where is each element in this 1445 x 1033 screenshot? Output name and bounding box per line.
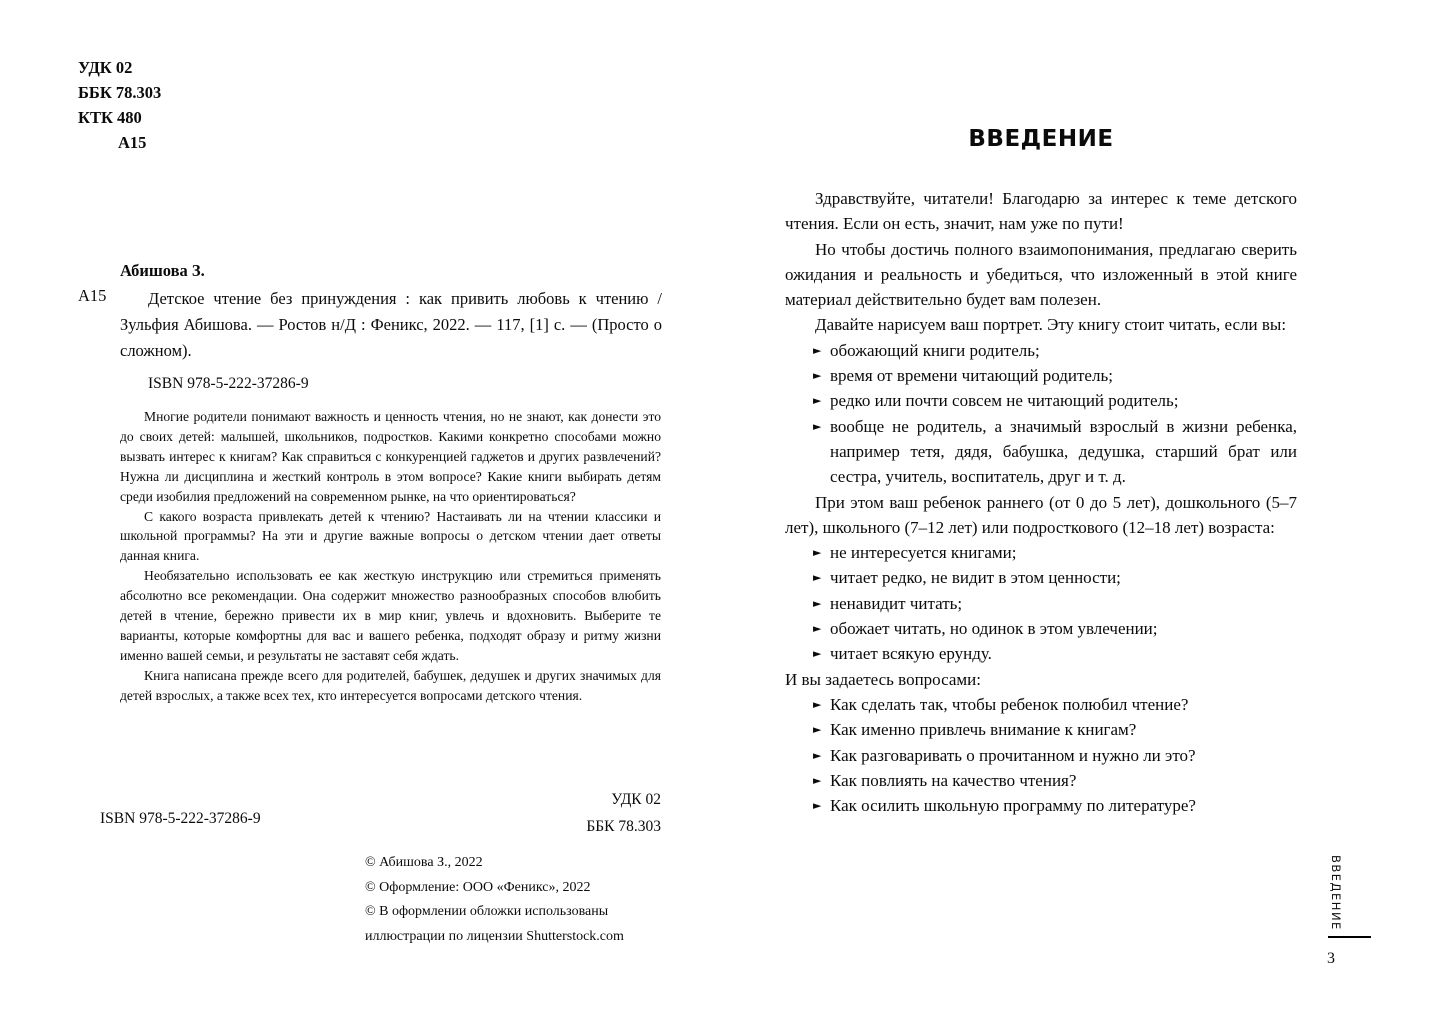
list-item-text: время от времени читающий родитель;	[830, 366, 1113, 386]
paragraph-portrait: Давайте нарисуем ваш портрет. Эту книгу стоит читать, если вы:	[815, 315, 1287, 335]
annotation-block	[120, 407, 661, 706]
margin-code: А15	[78, 286, 107, 305]
list-item	[813, 363, 1297, 388]
list-item-text: Как осилить школьную программу по литературе?	[830, 796, 1196, 816]
publication-codes	[78, 55, 161, 155]
list-item-text: вообще не родитель, а значимый взрослый в жизни ребенка, например тетя, дядя, бабушка, дедушка, старший брат или сестра, учитель, воспитатель, друг и т. д.	[830, 416, 1297, 487]
triangle-bullet-icon: ►	[813, 723, 822, 737]
triangle-bullet-icon: ►	[813, 571, 822, 585]
list-item	[813, 717, 1297, 742]
list-item-text: обожающий книги родитель;	[830, 340, 1040, 360]
list-item	[813, 793, 1297, 818]
ktk-code: КТК 480	[78, 108, 142, 127]
list-item-text: читает всякую ерунду.	[830, 644, 992, 664]
annotation-paragraph: Книга написана прежде всего для родителей, бабушек, дедушек и других значимых для детей взрослых, а также всех тех, кто интересуется вопросами детского чтения.	[120, 667, 661, 703]
list-item	[813, 743, 1297, 768]
udk-code-bottom: УДК 02	[611, 791, 661, 808]
list-item-text: Как сделать так, чтобы ребенок полюбил чтение?	[830, 694, 1189, 714]
bibliographic-description: Детское чтение без принуждения : как привить любовь к чтению / Зульфия Абишова. — Ростов н/Д : Феникс, 2022. — 117, [1] с. — (Просто о сложном).	[120, 289, 662, 360]
triangle-bullet-icon: ►	[813, 799, 822, 813]
isbn-top: ISBN 978-5-222-37286-9	[148, 375, 309, 392]
annotation-paragraph: Многие родители понимают важность и ценность чтения, но не знают, как донести это до своих детей: малышей, школьников, подростков. Какими конкретно способами можно вызвать интерес к книгам? Как справиться с конкуренцией гаджетов и других развлечений? Нужна ли дисциплина и жесткий контроль в этом вопросе? Какие книги выбирать детям среди изобилия предложений на современном рынке, на что ориентироваться?	[120, 409, 661, 504]
triangle-bullet-icon: ►	[813, 343, 822, 357]
list-item-text: Как разговаривать о прочитанном и нужно ли это?	[830, 745, 1196, 765]
annotation-paragraph: Необязательно использовать ее как жесткую инструкцию или стремиться применять абсолютно все рекомендации. Она содержит множество разнообразных способов влюбить детей в чтение, бережно привести их в мир книг, увлечь и вдохновить. Выберите те варианты, которые комфортны для вас и вашего ребенка, подходят образу и ритму жизни именно вашей семьи, и результаты не заставят себя ждать.	[120, 568, 661, 663]
list-item	[813, 616, 1297, 641]
reader-types-list	[785, 338, 1297, 490]
isbn-bottom: ISBN 978-5-222-37286-9	[100, 810, 261, 827]
list-item	[813, 768, 1297, 793]
triangle-bullet-icon: ►	[813, 773, 822, 787]
list-item-text: Как именно привлечь внимание к книгам?	[830, 720, 1137, 740]
copyright-block	[365, 851, 665, 949]
list-item-text: читает редко, не видит в этом ценности;	[830, 568, 1121, 588]
list-item-text: не интересуется книгами;	[830, 543, 1017, 563]
paragraph-questions-intro: И вы задаетесь вопросами:	[785, 669, 981, 689]
right-page	[785, 0, 1297, 1033]
list-item	[813, 338, 1297, 363]
copyright-line: © Абишова З., 2022	[365, 855, 483, 870]
triangle-bullet-icon: ►	[813, 596, 822, 610]
triangle-bullet-icon: ►	[813, 697, 822, 711]
triangle-bullet-icon: ►	[813, 546, 822, 560]
list-item	[813, 388, 1297, 413]
paragraph-greeting: Здравствуйте, читатели! Благодарю за интерес к теме детского чтения. Если он есть, значит, нам уже по пути!	[785, 189, 1297, 234]
list-item	[813, 414, 1297, 490]
list-item-text: Как повлиять на качество чтения?	[830, 770, 1077, 790]
udk-code: УДК 02	[78, 58, 133, 77]
chapter-title: ВВЕДЕНИЕ	[968, 126, 1114, 152]
bbk-code-bottom: ББК 78.303	[586, 818, 661, 835]
list-item	[813, 540, 1297, 565]
annotation-paragraph: С какого возраста привлекать детей к чтению? Настаивать ли на чтении классики и школьной программы? На эти и другие важные вопросы о детском чтении дает ответы данная книга.	[120, 508, 661, 564]
list-item	[813, 692, 1297, 717]
copyright-line: © В оформлении обложки использованы иллюстрации по лицензии Shutterstock.com	[365, 904, 624, 944]
left-page	[0, 0, 722, 1033]
list-item	[813, 591, 1297, 616]
triangle-bullet-icon: ►	[813, 622, 822, 636]
list-item-text: редко или почти совсем не читающий родитель;	[830, 391, 1179, 411]
folio-divider	[1328, 936, 1371, 938]
page-number: 3	[1327, 950, 1335, 967]
copyright-line: © Оформление: ООО «Феникс», 2022	[365, 879, 591, 895]
paragraph-expectations: Но чтобы достичь полного взаимопонимания, предлагаю сверить ожидания и реальность и убедиться, что изложенный в этой книге материал действительно будет вам полезен.	[785, 239, 1297, 310]
chapter-body	[785, 186, 1297, 818]
a15-code: А15	[118, 133, 147, 152]
paragraph-child-age: При этом ваш ребенок раннего (от 0 до 5 лет), дошкольного (5–7 лет), школьного (7–12 лет) или подросткового (12–18 лет) возраста:	[785, 492, 1297, 537]
bbk-code: ББК 78.303	[78, 83, 162, 102]
list-item-text: ненавидит читать;	[830, 593, 963, 613]
triangle-bullet-icon: ►	[813, 369, 822, 383]
list-item	[813, 641, 1297, 666]
list-item	[813, 565, 1297, 590]
list-item-text: обожает читать, но одинок в этом увлечении;	[830, 619, 1158, 639]
chapter-side-label: ВВЕДЕНИЕ	[1329, 855, 1343, 931]
child-traits-list	[785, 540, 1297, 666]
author-name: Абишова З.	[120, 261, 205, 280]
bibliographic-entry	[78, 286, 662, 364]
triangle-bullet-icon: ►	[813, 419, 822, 433]
questions-list	[785, 692, 1297, 818]
triangle-bullet-icon: ►	[813, 394, 822, 408]
triangle-bullet-icon: ►	[813, 748, 822, 762]
triangle-bullet-icon: ►	[813, 647, 822, 661]
